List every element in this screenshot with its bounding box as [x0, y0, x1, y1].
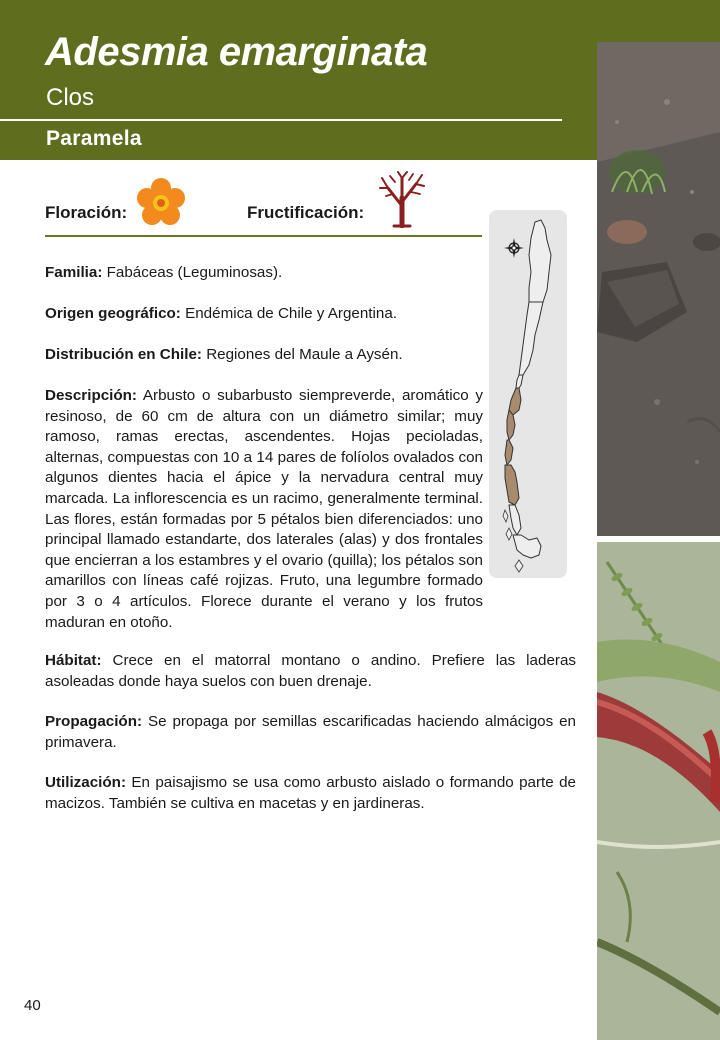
utilizacion-field: [45, 773, 576, 814]
flower-icon: [134, 176, 188, 235]
author-name: Clos: [46, 84, 95, 111]
habitat-field: [45, 651, 576, 692]
flowering-label: Floración:: [45, 203, 128, 222]
propagacion-field: [45, 712, 576, 753]
familia-value: Fabáceas (Leguminosas).: [106, 264, 283, 281]
habitat-label: Hábitat:: [45, 652, 102, 669]
utilizacion-value: En paisajismo se usa como arbusto aislado o formando parte de macizos. También se cultiva en macetas y en jardineras.: [45, 774, 576, 812]
propagacion-value: Se propaga por semillas escarificadas haciendo almácigos en primavera.: [45, 713, 576, 751]
distribucion-label: Distribución en Chile:: [45, 346, 202, 363]
propagacion-label: Propagación:: [45, 713, 143, 730]
fruiting-label: Fructificación:: [247, 203, 365, 222]
descripcion-value: Arbusto o subarbusto siempreverde, aromático y resinoso, de 60 cm de altura con un diámetro similar; muy ramoso, ramas erectas, ascendentes. Hojas pecioladas, alternas, compuestas con 10 a 14 pares de folíolos ovalados con algunos dientes hacia el ápice y la nervadura central muy marcada. La inflorescencia es un racimo, generalmente terminal. Las flores, están formadas por 5 pétalos bien diferenciados: uno principal llamado estandarte, dos laterales (alas) y dos frontales que encierran a los estambres y el ovario (quilla); los pétalos son amarillos con líneas café rojizas. Fruto, una legumbre formado por 3 o 4 artículos. Florece durante el verano y los frutos maduran en otoño.: [45, 387, 483, 631]
page-number: 40: [24, 997, 41, 1014]
origen-label: Origen geográfico:: [45, 305, 181, 322]
common-name: Paramela: [46, 127, 142, 150]
descripcion-label: Descripción:: [45, 387, 137, 404]
section-divider: [45, 235, 482, 237]
origen-field: [45, 304, 483, 325]
familia-field: [45, 263, 483, 284]
plant-photo: [597, 542, 720, 1040]
species-title: Adesmia emarginata: [45, 30, 428, 74]
habitat-value: Crece en el matorral montano o andino. Prefiere las laderas asoleadas donde haya suelos con buen drenaje.: [45, 652, 576, 690]
distribucion-field: [45, 345, 483, 366]
origen-value: Endémica de Chile y Argentina.: [185, 305, 397, 322]
habitat-photo: [597, 42, 720, 536]
compass-icon: [504, 238, 524, 258]
descripcion-field: [45, 386, 483, 633]
familia-label: Familia:: [45, 264, 103, 281]
distribucion-value: Regiones del Maule a Aysén.: [206, 346, 403, 363]
bare-tree-icon: [376, 170, 428, 233]
utilizacion-label: Utilización:: [45, 774, 127, 791]
distribution-map: [489, 210, 567, 578]
header-divider: [0, 119, 562, 121]
